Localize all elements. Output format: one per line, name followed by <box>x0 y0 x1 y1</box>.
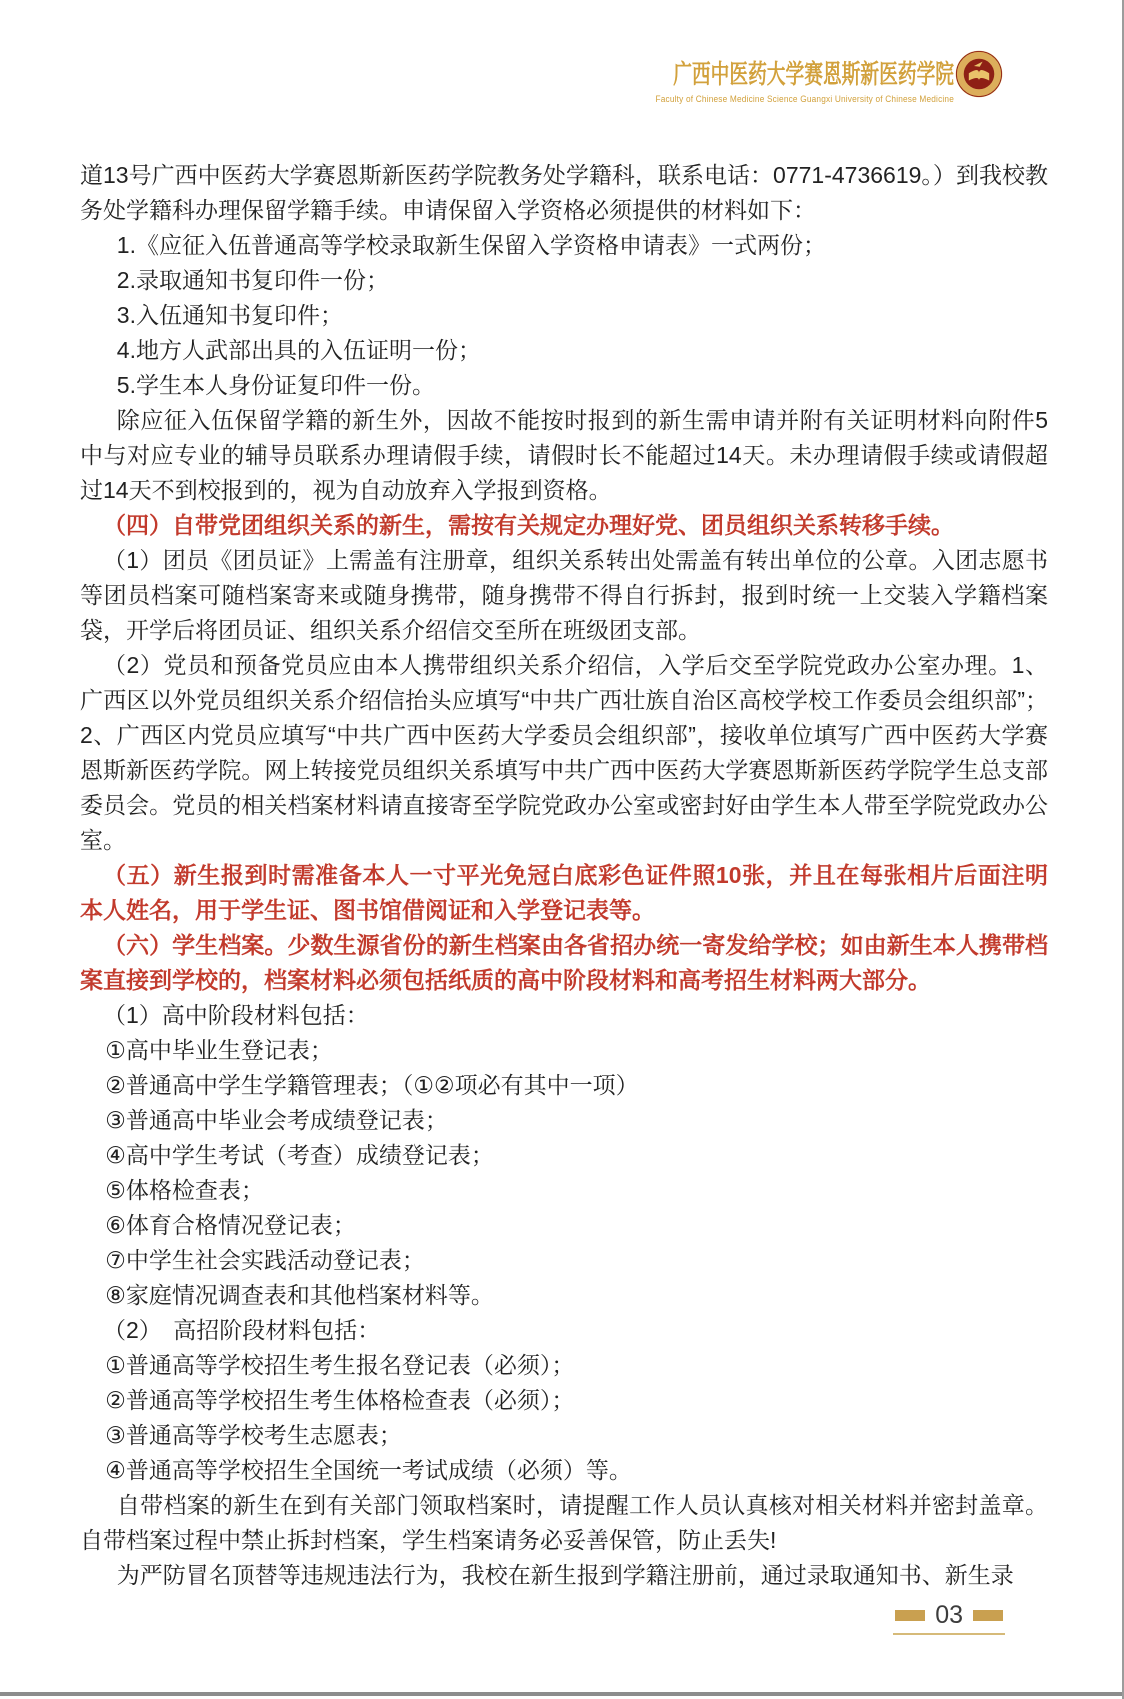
page-number: 03 <box>935 1601 963 1629</box>
sub-heading-paragraph: （2）党员和预备党员应由本人携带组织关系介绍信，入学后交至学院党政办公室办理。1、广西区以外党员组织关系介绍信抬头应填写“中共广西壮族自治区高校学校工作委员会组织部”；2、广西区内党员应填写“中共广西中医药大学委员会组织部”，接收单位填写广西中医药大学赛恩斯新医药学院。网上转接党员组织关系填写中共广西中医药大学赛恩斯新医药学院学生总支部委员会。党员的相关档案材料请直接寄至学院党政办公室或密封好由学生本人带至学院党政办公室。 <box>80 652 1048 853</box>
footer-dash-left-icon <box>895 1610 925 1621</box>
paragraph: 道13号广西中医药大学赛恩斯新医药学院教务处学籍科，联系电话：0771-4736619。）到我校教务处学籍科办理保留学籍手续。申请保留入学资格必须提供的材料如下： <box>80 162 1048 223</box>
paragraph: 除应征入伍保留学籍的新生外，因故不能按时报到的新生需申请并附有关证明材料向附件5中与对应专业的辅导员联系办理请假手续，请假时长不能超过14天。未办理请假手续或请假超过14天不到校报到的，视为自动放弃入学报到资格。 <box>80 407 1048 503</box>
page-header <box>0 0 1122 135</box>
bottom-page-edge <box>0 1692 1122 1696</box>
circled-list-item: ②普通高中学生学籍管理表；（①②项必有其中一项） <box>105 1072 639 1098</box>
university-name-en: Faculty of Chinese Medicine Science Guangxi University of Chinese Medicine <box>655 94 954 104</box>
numbered-list-item: 1.《应征入伍普通高等学校录取新生保留入学资格申请表》一式两份； <box>116 232 826 258</box>
footer-dash-right-icon <box>973 1610 1003 1621</box>
red-notice-paragraph: （五）新生报到时需准备本人一寸平光免冠白底彩色证件照10张，并且在每张相片后面注明本人姓名，用于学生证、图书馆借阅证和入学登记表等。 <box>80 862 1048 923</box>
circled-list-item: ③普通高中毕业会考成绩登记表； <box>105 1107 448 1133</box>
red-notice-paragraph: （六）学生档案。少数生源省份的新生档案由各省招办统一寄发给学校；如由新生本人携带档案直接到学校的，档案材料必须包括纸质的高中阶段材料和高考招生材料两大部分。 <box>80 932 1048 993</box>
numbered-list-item: 3.入伍通知书复印件； <box>116 302 343 328</box>
sub-heading-paragraph: （2） 高招阶段材料包括： <box>103 1317 381 1343</box>
circled-list-item: ⑤体格检查表； <box>105 1177 264 1203</box>
numbered-list-item: 4.地方人武部出具的入伍证明一份； <box>116 337 481 363</box>
university-name-cn: 广西中医药大学赛恩斯新医药学院 <box>673 60 954 90</box>
page-number-footer <box>893 1603 1005 1635</box>
circled-list-item: ⑦中学生社会实践活动登记表； <box>105 1247 425 1273</box>
circled-list-item: ⑧家庭情况调查表和其他档案材料等。 <box>105 1282 494 1308</box>
circled-list-item: ③普通高等学校考生志愿表； <box>105 1422 402 1448</box>
numbered-list-item: 2.录取通知书复印件一份； <box>116 267 389 293</box>
circled-list-item: ④普通高等学校招生全国统一考试成绩（必须）等。 <box>105 1457 632 1483</box>
circled-list-item: ④高中学生考试（考查）成绩登记表； <box>105 1142 494 1168</box>
document-body <box>80 158 1048 1593</box>
circled-list-item: ⑥体育合格情况登记表； <box>105 1212 356 1238</box>
circled-list-item: ①高中毕业生登记表； <box>105 1037 333 1063</box>
circled-list-item: ②普通高等学校招生考生体格检查表（必须）； <box>105 1387 575 1413</box>
paragraph: 为严防冒名顶替等违规违法行为，我校在新生报到学籍注册前，通过录取通知书、新生录 <box>116 1562 1014 1588</box>
university-seal-icon <box>955 50 1003 98</box>
red-notice-paragraph: （四）自带党团组织关系的新生，需按有关规定办理好党、团员组织关系转移手续。 <box>103 512 954 538</box>
circled-list-item: ①普通高等学校招生考生报名登记表（必须）； <box>105 1352 575 1378</box>
university-title-group <box>564 54 954 104</box>
paragraph: 自带档案的新生在到有关部门领取档案时，请提醒工作人员认真核对相关材料并密封盖章。自带档案过程中禁止拆封档案，学生档案请务必妥善保管，防止丢失! <box>80 1492 1048 1553</box>
sub-heading-paragraph: （1）高中阶段材料包括： <box>103 1002 369 1028</box>
sub-heading-paragraph: （1）团员《团员证》上需盖有注册章，组织关系转出处需盖有转出单位的公章。入团志愿书等团员档案可随档案寄来或随身携带，随身携带不得自行拆封，报到时统一上交装入学籍档案袋，开学后将团员证、组织关系介绍信交至所在班级团支部。 <box>80 547 1048 643</box>
numbered-list-item: 5.学生本人身份证复印件一份。 <box>116 372 435 398</box>
